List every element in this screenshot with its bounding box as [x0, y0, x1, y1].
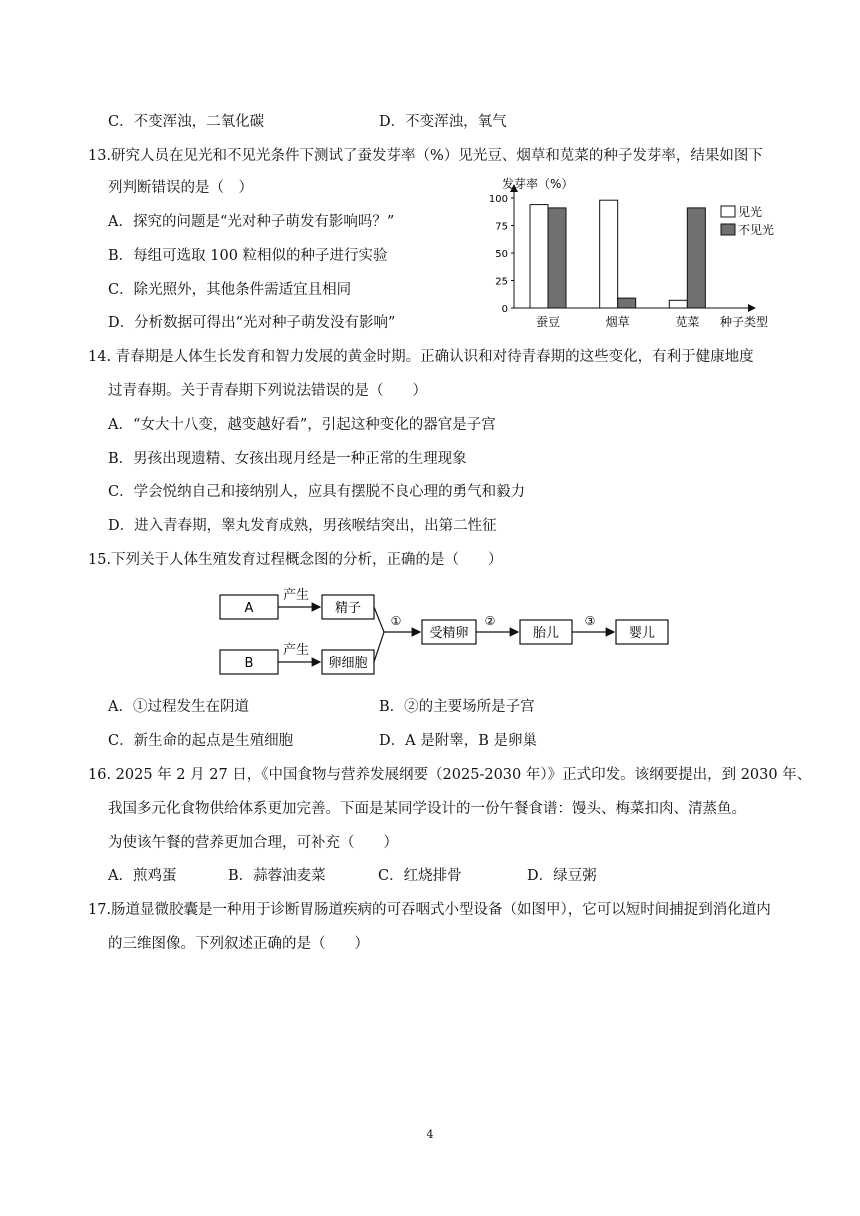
y-tick-label: 50: [495, 249, 508, 260]
page-number: 4: [426, 1128, 434, 1141]
y-tick-label: 25: [495, 276, 508, 288]
y-tick-label: 75: [495, 221, 508, 233]
produce-label-2: 产生: [282, 643, 310, 658]
q17-stem-line1: 17.肠道显微胶囊是一种用于诊断胃肠道疾病的可吞咽式小型设备（如图甲），它可以短时间捕捉到消化道内: [88, 902, 771, 918]
reproduction-concept-diagram: [216, 580, 676, 680]
bar-1-0: [600, 200, 618, 308]
bar-0-0: [530, 205, 548, 308]
step-3-label: ③: [584, 614, 596, 628]
egg-label: 卵细胞: [328, 656, 368, 671]
legend-swatch-0: [721, 206, 735, 217]
q14-option-c: C．学会悦纳自己和接纳别人，应具有摆脱不良心理的勇气和毅力: [108, 484, 526, 500]
q16-option-d: D．绿豆粥: [527, 868, 597, 884]
germination-chart: [476, 172, 796, 334]
y-tick-label: 100: [488, 194, 508, 205]
zygote-label: 受精卵: [429, 626, 469, 641]
legend-label-1: 不见光: [738, 223, 775, 237]
q13-stem-line2: 列判断错误的是（ ）: [108, 180, 253, 196]
q12-option-d: D．不变浑浊，氧气: [379, 114, 507, 130]
q16-stem-line2: 我国多元化食物供给体系更加完善。下面是某同学设计的一份午餐食谱：馒头、梅菜扣肉、清蒸鱼。: [108, 801, 746, 817]
q16-stem-line1: 16. 2025 年 2 月 27 日，《中国食物与营养发展纲要（2025-2030 年）》正式印发。该纲要提出，到 2030 年、: [88, 767, 812, 783]
bar-2-1: [687, 208, 705, 308]
q16-stem-line3: 为使该午餐的营养更加合理，可补充（ ）: [108, 835, 398, 851]
q14-option-b: B．男孩出现遗精、女孩出现月经是一种正常的生理现象: [108, 451, 467, 467]
germination-bar-chart: [476, 172, 796, 334]
chart-bars: [530, 200, 705, 308]
x-category-label: 烟草: [605, 315, 630, 329]
box-a-label: A: [244, 601, 254, 616]
legend-swatch-1: [721, 224, 735, 235]
q14-option-a: A．“女大十八变，越变越好看”，引起这种变化的器官是子宫: [108, 417, 496, 433]
q14-stem-line1: 14. 青春期是人体生长发育和智力发展的黄金时期。正确认识和对待青春期的这些变化，有利于健康地度: [88, 349, 754, 365]
bar-2-0: [669, 300, 687, 308]
q15-option-b: B．②的主要场所是子宫: [379, 699, 535, 715]
fetus-label: 胎儿: [532, 626, 560, 641]
box-b-label: B: [244, 656, 254, 671]
reproduction-flow-svg: [216, 580, 676, 680]
q16-option-a: A．煎鸡蛋: [108, 868, 177, 884]
bar-1-1: [618, 298, 636, 308]
sperm-label: 精子: [334, 601, 362, 616]
q13-option-d: D．分析数据可得出“光对种子萌发没有影响”: [108, 315, 396, 331]
x-axis-arrow: [748, 304, 756, 312]
q13-option-b: B．每组可选取 100 粒相似的种子进行实验: [108, 248, 388, 264]
q15-stem: 15.下列关于人体生殖发育过程概念图的分析，正确的是（ ）: [88, 552, 503, 568]
legend-label-0: 见光: [738, 205, 763, 219]
produce-label-1: 产生: [282, 588, 310, 603]
step-2-label: ②: [484, 614, 496, 628]
q17-stem-line2: 的三维图像。下列叙述正确的是（ ）: [108, 936, 369, 952]
q15-option-c: C．新生命的起点是生殖细胞: [108, 733, 294, 749]
merge-line-top: [374, 607, 384, 632]
q14-stem-line2: 过青春期。关于青春期下列说法错误的是（ ）: [108, 383, 427, 399]
q15-option-d: D．A 是附睾，B 是卵巢: [379, 733, 537, 749]
q16-option-c: C．红烧排骨: [378, 868, 462, 884]
q12-option-c: C．不变浑浊，二氧化碳: [108, 114, 265, 130]
q14-option-d: D．进入青春期，睾丸发育成熟，男孩喉结突出，出第二性征: [108, 518, 497, 534]
q13-option-c: C．除光照外，其他条件需适宜且相同: [108, 282, 352, 298]
x-axis-label: 种子类型: [720, 315, 769, 329]
step-1-label: ①: [390, 614, 402, 628]
y-axis-label: 发芽率（%）: [502, 177, 574, 191]
x-category-label: 蚕豆: [535, 315, 561, 329]
q13-option-a: A．探究的问题是“光对种子萌发有影响吗？”: [108, 214, 395, 230]
baby-label: 婴儿: [628, 626, 656, 641]
q15-option-a: A．①过程发生在阴道: [108, 699, 249, 715]
merge-line-bottom: [374, 632, 384, 662]
y-tick-label: 0: [501, 304, 508, 315]
q16-option-b: B．蒜蓉油麦菜: [228, 868, 326, 884]
q13-stem-line1: 13.研究人员在见光和不见光条件下测试了蚕发芽率（%）见光豆、烟草和苋菜的种子发芽率，结果如图下: [88, 148, 763, 164]
x-category-label: 苋菜: [675, 315, 700, 329]
chart-legend: [721, 204, 774, 237]
bar-0-1: [548, 208, 566, 308]
